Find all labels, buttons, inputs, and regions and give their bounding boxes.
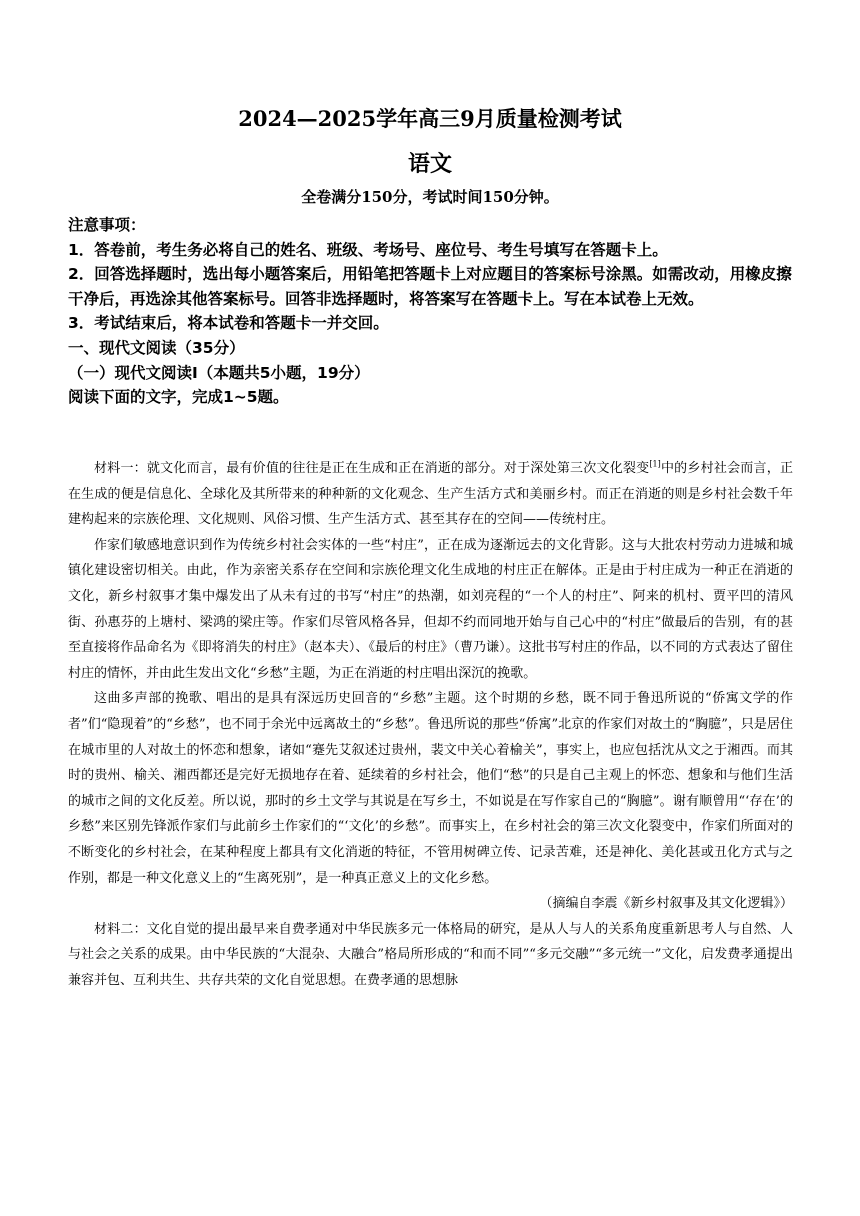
material1-p1-start: 材料一：就文化而言，最有价值的往往是正在生成和正在消逝的部分。对于深处第三次文化裂变 xyxy=(94,461,650,476)
reading-passage xyxy=(68,456,793,993)
notice-item-3: 3．考试结束后，将本试卷和答题卡一并交回。 xyxy=(68,314,389,333)
exam-title: 2024—2025学年高三9月质量检测考试 xyxy=(238,106,622,131)
material1-paragraph-2: 作家们敏感地意识到作为传统乡村社会实体的一些“村庄”，正在成为逐渐远去的文化背影。这与大批农村劳动力进城和城镇化建设密切相关。由此，作为亲密关系存在空间和宗族伦理文化生成地的村庄正在解体。正是由于村庄成为一种正在消逝的文化，新乡村叙事才集中爆发出了从未有过的书写“村庄”的热潮，如刘亮程的“一个人的村庄”、阿来的机村、贾平凹的清风街、孙惠芬的上塘村、梁鸿的梁庄等。作家们尽管风格各异，但却不约而同地开始与自己心中的“村庄”做最后的告别，有的甚至直接将作品命名为《即将消失的村庄》（赵本夫）、《最后的村庄》（曹乃谦）。这批书写村庄的作品，以不同的方式表达了留住村庄的情怀，并由此生发出文化“乡愁”主题，为正在消逝的村庄唱出深沉的挽歌。 xyxy=(68,537,793,681)
notice-heading: 注意事项： xyxy=(68,216,146,234)
material1-paragraph-1 xyxy=(68,456,793,533)
footnote-marker: [1] xyxy=(649,459,661,469)
material1-paragraph-3: 这曲多声部的挽歌、唱出的是具有深远历史回音的“乡愁”主题。这个时期的乡愁，既不同于鲁迅所说的“侨寓文学的作者”们“隐现着”的“乡愁”，也不同于余光中远离故土的“乡愁”。鲁迅所说的那些“侨寓”北京的作家们对故土的“胸臆”，只是居住在城市里的人对故土的怀恋和想象，诸如“蹇先艾叙述过贵州，裴文中关心着榆关”，事实上，也应包括沈从文之于湘西。而其时的贵州、榆关、湘西都还是完好无损地存在着、延续着的乡村社会，他们“愁”的只是自己主观上的怀恋、想象和与他们生活的城市之间的文化反差。所以说，那时的乡土文学与其说是在写乡土，不如说是在写作家自己的“胸臆”。谢有顺曾用“‘存在’的乡愁”来区别先锋派作家们与此前乡土作家们的“‘文化’的乡愁”。而事实上，在乡村社会的第三次文化裂变中，作家们所面对的不断变化的乡村社会，在某种程度上都具有文化消逝的特征，不管用树碑立传、记录苦难，还是神化、美化甚或丑化方式与之作别，都是一种文化意义上的“生离死别”，是一种真正意义上的文化乡愁。 xyxy=(68,691,793,886)
notice-item-1: 1．答卷前，考生务必将自己的姓名、班级、考场号、座位号、考生号填写在答题卡上。 xyxy=(68,240,668,259)
material2-paragraph-1: 材料二：文化自觉的提出最早来自费孝通对中华民族多元一体格局的研究，是从人与人的关系角度重新思考人与自然、人与社会之关系的成果。由中华民族的“大混杂、大融合”格局所形成的“和而不同”“多元交融”“多元统一”文化，启发费孝通提出兼容并包、互利共生、共存共荣的文化自觉思想。在费孝通的思想脉 xyxy=(68,921,793,988)
subject-title: 语文 xyxy=(407,151,452,177)
part-title: 一、现代文阅读（35分） xyxy=(68,338,245,357)
material1-source: （摘编自李震《新乡村叙事及其文化逻辑》） xyxy=(539,896,793,912)
reading-instruction: 阅读下面的文字，完成1~5题。 xyxy=(68,388,289,407)
notice-block xyxy=(68,213,793,410)
score-time-note: 全卷满分150分，考试时间150分钟。 xyxy=(301,188,559,206)
sub-section-title: （一）现代文阅读Ⅰ（本题共5小题，19分） xyxy=(68,363,370,382)
material1-p1-end: 中的乡村社会而言，正在生成的便是信息化、全球化及其所带来的种种新的文化观念、生产生活方式和美丽乡村。而正在消逝的则是乡村社会数千年建构起来的宗族伦理、文化规则、风俗习惯、生产生活方式、甚至其存在的空间——传统村庄。 xyxy=(68,461,793,528)
notice-item-2: 2．回答选择题时，选出每小题答案后，用铅笔把答题卡上对应题目的答案标号涂黑。如需改动，用橡皮擦干净后，再选涂其他答案标号。回答非选择题时，将答案写在答题卡上。写在本试卷上无效。 xyxy=(68,265,792,308)
